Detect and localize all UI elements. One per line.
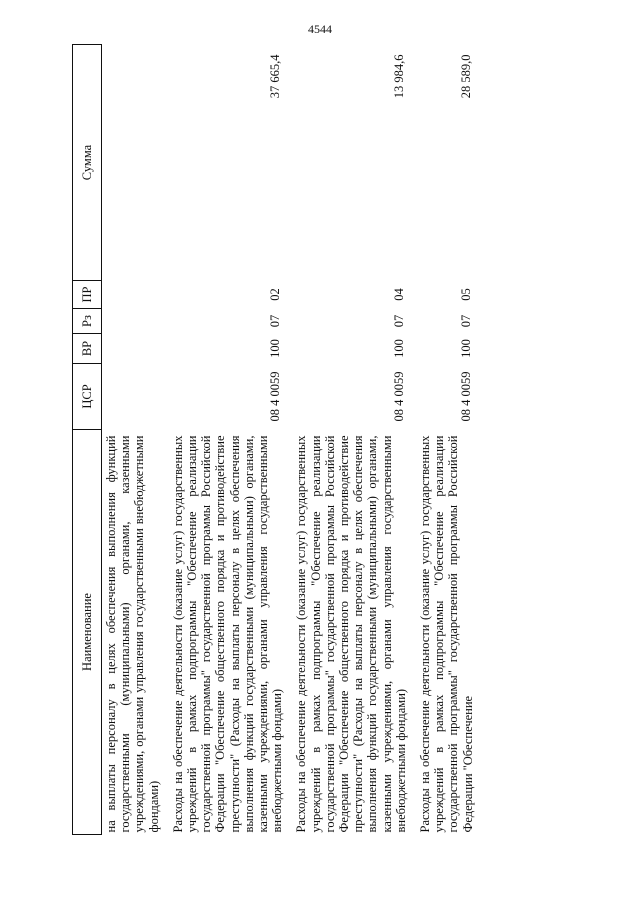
header-sum: Сумма	[73, 45, 102, 281]
row-sum	[102, 45, 161, 281]
row-pr: 04	[392, 288, 407, 301]
table-row	[284, 45, 408, 835]
row-name: Расходы на обеспечение деятельности (оказание услуг) государственных учреждений в рамках подпрограммы "Обеспечение реализации государственной программы" государственной программы Российской Федерации "Обеспечение общественного порядка и противодействие преступности" (Расходы на выплаты персоналу в целях обеспечения выполнения функций государственными (муниципальными) органами, казенными учреждениями, органами управления государственными внебюджетными фондами)	[294, 435, 408, 833]
row-vr	[102, 334, 161, 364]
header-pr: ПР	[73, 281, 102, 309]
row-vr: 100	[268, 339, 283, 358]
header-name: Наименование	[73, 430, 102, 835]
row-pr: 02	[268, 288, 283, 301]
row-sum: 28 589,0	[458, 54, 473, 99]
row-rz	[102, 309, 161, 334]
row-vr: 100	[392, 339, 407, 358]
header-vr: ВР	[73, 334, 102, 364]
row-name: на выплаты персоналу в целях обеспечения выполнения функций государственными (муниципальными) органами, казенными учреждениями, органами управления государственными внебюджетными фондами)	[104, 435, 161, 833]
table-row	[408, 45, 475, 835]
budget-table-container	[72, 45, 512, 835]
row-rz: 07	[458, 314, 473, 328]
budget-table	[72, 44, 475, 835]
row-csr	[102, 364, 161, 430]
row-sum: 37 665,4	[268, 54, 283, 99]
header-rz: Рз	[73, 309, 102, 334]
row-sum: 13 984,6	[392, 54, 407, 99]
row-pr: 05	[458, 288, 473, 301]
row-rz: 07	[392, 314, 407, 328]
row-vr: 100	[458, 339, 473, 358]
row-rz: 07	[268, 314, 283, 328]
row-name: Расходы на обеспечение деятельности (оказание услуг) государственных учреждений в рамках подпрограммы "Обеспечение реализации государственной программы" государственной программы Российской Федерации "Обеспечение общественного порядка и противодействие преступности" (Расходы на выплаты персоналу в целях обеспечения выполнения функций государственными (муниципальными) органами, казенными учреждениями, органами управления государственными внебюджетными фондами)	[170, 435, 285, 833]
row-csr: 08 4 0059	[458, 371, 473, 422]
table-row	[161, 45, 285, 835]
page-number: 4544	[308, 22, 332, 36]
header-csr: ЦСР	[73, 364, 102, 430]
row-csr: 08 4 0059	[392, 371, 407, 422]
row-name: Расходы на обеспечение деятельности (оказание услуг) государственных учреждений в рамках подпрограммы "Обеспечение реализации государственной программы" государственной программы Российской Федерации "Обеспечение	[418, 435, 475, 833]
table-header-row	[73, 45, 102, 835]
table-row	[102, 45, 161, 835]
row-pr	[102, 281, 161, 309]
row-csr: 08 4 0059	[268, 371, 283, 422]
